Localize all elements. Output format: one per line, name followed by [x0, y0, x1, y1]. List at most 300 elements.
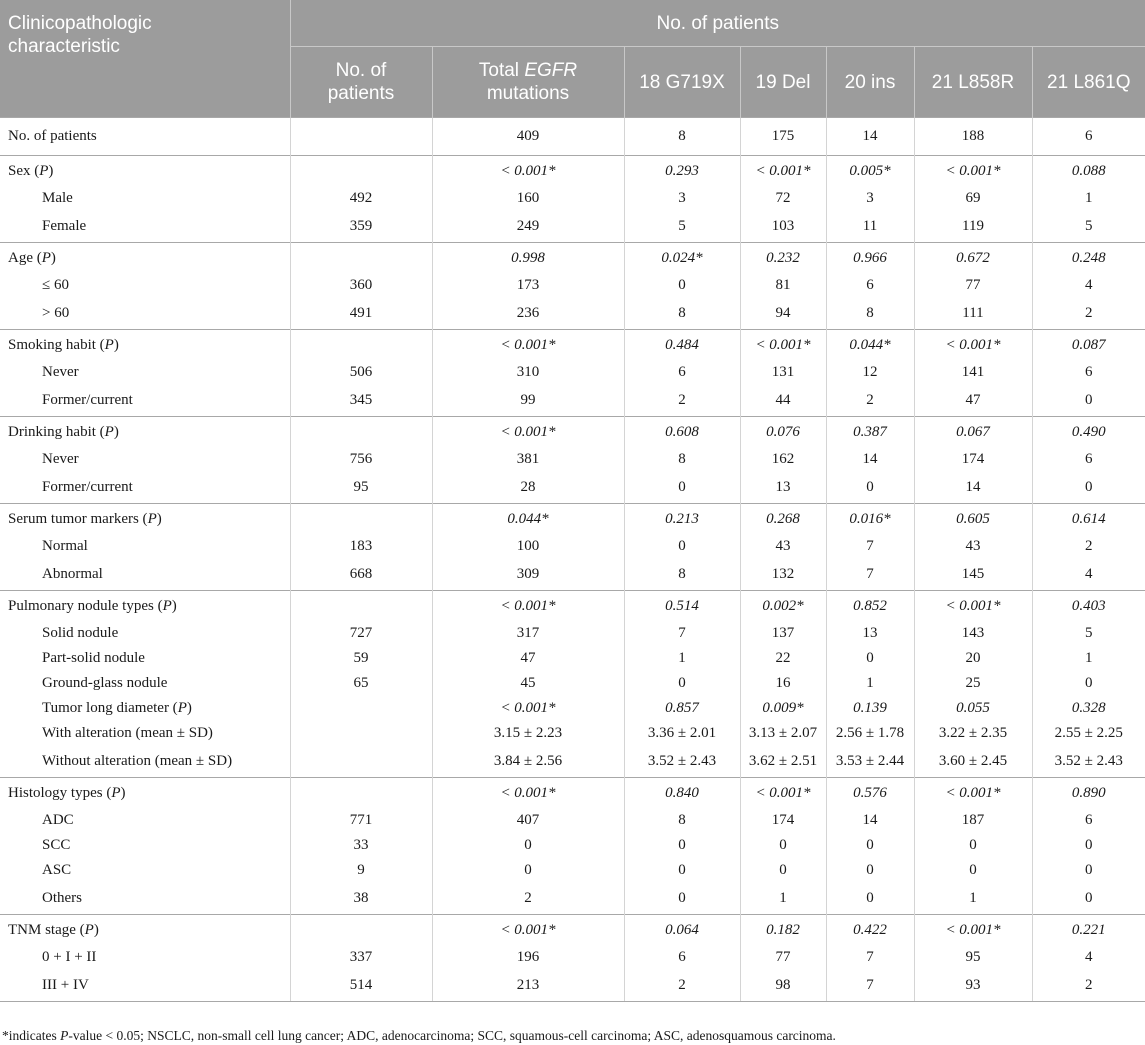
table-row	[0, 385, 1145, 417]
row-label	[0, 447, 290, 472]
cell-g719x: 0.293	[624, 156, 740, 187]
cell-l861q: 0	[1032, 883, 1145, 915]
cell-g719x: 0	[624, 833, 740, 858]
row-label	[0, 243, 290, 274]
cell-total: 3.15 ± 2.23	[432, 721, 624, 746]
cell-g719x: 8	[624, 118, 740, 156]
cell-total: 309	[432, 559, 624, 591]
cell-ins20: 7	[826, 534, 914, 559]
cell-total: 160	[432, 186, 624, 211]
cell-n: 514	[290, 970, 432, 1002]
cell-l861q: 0	[1032, 671, 1145, 696]
row-label	[0, 696, 290, 721]
table-row	[0, 243, 1145, 274]
cell-total: < 0.001*	[432, 591, 624, 622]
text-part: ASC	[42, 862, 72, 878]
row-label	[0, 970, 290, 1002]
cell-del19: 0	[740, 858, 826, 883]
cell-l858r: 93	[914, 970, 1032, 1002]
text-part: )	[186, 700, 192, 716]
cell-total: 249	[432, 211, 624, 243]
cell-g719x: 1	[624, 646, 740, 671]
cell-del19: < 0.001*	[740, 156, 826, 187]
cell-del19: < 0.001*	[740, 330, 826, 361]
cell-n: 59	[290, 646, 432, 671]
row-label-header	[0, 0, 290, 118]
table-row	[0, 778, 1145, 809]
column-header-del19	[740, 47, 826, 118]
cell-ins20: 0.016*	[826, 504, 914, 535]
cell-l858r: 47	[914, 385, 1032, 417]
cell-l858r: 119	[914, 211, 1032, 243]
row-label	[0, 211, 290, 243]
table-row	[0, 504, 1145, 535]
column-header-l858r	[914, 47, 1032, 118]
cell-l858r: 77	[914, 273, 1032, 298]
cell-total: 2	[432, 883, 624, 915]
cell-del19: 13	[740, 472, 826, 504]
cell-del19: 0.182	[740, 915, 826, 946]
cell-n	[290, 746, 432, 778]
cell-l858r: 145	[914, 559, 1032, 591]
cell-del19: 103	[740, 211, 826, 243]
text-part: Without alteration (mean ± SD)	[42, 753, 233, 769]
cell-n	[290, 915, 432, 946]
cell-n	[290, 118, 432, 156]
cell-ins20: 3.53 ± 2.44	[826, 746, 914, 778]
cell-l861q: 6	[1032, 118, 1145, 156]
row-label	[0, 808, 290, 833]
row-label	[0, 504, 290, 535]
table-row	[0, 746, 1145, 778]
text-part: )	[93, 921, 99, 938]
cell-l861q: 5	[1032, 211, 1145, 243]
cell-del19: 81	[740, 273, 826, 298]
cell-del19: 77	[740, 945, 826, 970]
cell-l861q: 0	[1032, 858, 1145, 883]
cell-l858r: 0.672	[914, 243, 1032, 274]
cell-n: 95	[290, 472, 432, 504]
text-part: Serum tumor markers (	[8, 510, 148, 527]
table-row	[0, 721, 1145, 746]
row-label-header-line2: characteristic	[8, 36, 120, 57]
row-label	[0, 778, 290, 809]
table-row	[0, 118, 1145, 156]
cell-l861q: 0.403	[1032, 591, 1145, 622]
cell-ins20: 11	[826, 211, 914, 243]
text-part: Total	[478, 60, 525, 81]
cell-g719x: 2	[624, 970, 740, 1002]
column-header-g719x	[624, 47, 740, 118]
cell-l858r: 69	[914, 186, 1032, 211]
text-part: P	[147, 510, 157, 527]
cell-total: < 0.001*	[432, 417, 624, 448]
table-row	[0, 621, 1145, 646]
text-part: Female	[42, 218, 87, 234]
cell-del19: 174	[740, 808, 826, 833]
cell-n: 756	[290, 447, 432, 472]
column-header-l861q	[1032, 47, 1145, 118]
cell-total: 0.998	[432, 243, 624, 274]
cell-total: 317	[432, 621, 624, 646]
text-part: Drinking habit (	[8, 423, 105, 440]
row-label	[0, 591, 290, 622]
table-row	[0, 833, 1145, 858]
cell-total: 47	[432, 646, 624, 671]
row-label	[0, 417, 290, 448]
cell-l858r: 0	[914, 858, 1032, 883]
table-row	[0, 696, 1145, 721]
column-header-ins20	[826, 47, 914, 118]
cell-del19: 162	[740, 447, 826, 472]
cell-l858r: < 0.001*	[914, 591, 1032, 622]
text-part: )	[113, 423, 119, 440]
cell-n: 727	[290, 621, 432, 646]
cell-g719x: 3.52 ± 2.43	[624, 746, 740, 778]
cell-g719x: 0	[624, 858, 740, 883]
cell-l861q: 0	[1032, 385, 1145, 417]
table-row	[0, 559, 1145, 591]
text-part: P	[177, 700, 187, 716]
row-label	[0, 534, 290, 559]
row-label	[0, 118, 290, 156]
text-part: -value < 0.05; NSCLC, non-small cell lung cancer; ADC, adenocarcinoma; SCC, squamous-cell carcinoma; ASC, adenosquamous carcinoma.	[68, 1028, 836, 1043]
text-part: With alteration (mean ± SD)	[42, 725, 213, 741]
table-row	[0, 970, 1145, 1002]
row-label	[0, 646, 290, 671]
cell-l861q: 3.52 ± 2.43	[1032, 746, 1145, 778]
cell-l861q: 4	[1032, 273, 1145, 298]
text-part: )	[48, 162, 54, 179]
cell-l861q: 5	[1032, 621, 1145, 646]
cell-g719x: 3.36 ± 2.01	[624, 721, 740, 746]
cell-ins20: 14	[826, 447, 914, 472]
cell-n	[290, 696, 432, 721]
cell-l858r: < 0.001*	[914, 330, 1032, 361]
cell-ins20: 7	[826, 945, 914, 970]
cell-ins20: 0.005*	[826, 156, 914, 187]
table-row	[0, 883, 1145, 915]
cell-l858r: < 0.001*	[914, 915, 1032, 946]
cell-l858r: 187	[914, 808, 1032, 833]
row-label	[0, 621, 290, 646]
cell-l861q: 0.248	[1032, 243, 1145, 274]
cell-ins20: 7	[826, 970, 914, 1002]
cell-ins20: 3	[826, 186, 914, 211]
text-part: mutations	[486, 83, 570, 104]
column-header-total	[432, 47, 624, 118]
cell-total: 0	[432, 833, 624, 858]
cell-n: 492	[290, 186, 432, 211]
cell-del19: 94	[740, 298, 826, 330]
row-label	[0, 385, 290, 417]
table-row	[0, 273, 1145, 298]
cell-g719x: 5	[624, 211, 740, 243]
column-header-n	[290, 47, 432, 118]
cell-del19: 132	[740, 559, 826, 591]
text-part: P	[84, 921, 94, 938]
text-part: Solid nodule	[42, 625, 119, 641]
cell-total: 99	[432, 385, 624, 417]
row-label	[0, 671, 290, 696]
cell-g719x: 0.024*	[624, 243, 740, 274]
text-part: Former/current	[42, 479, 133, 495]
cell-ins20: 7	[826, 559, 914, 591]
cell-n	[290, 778, 432, 809]
cell-ins20: 14	[826, 808, 914, 833]
cell-del19: 131	[740, 360, 826, 385]
cell-total: 409	[432, 118, 624, 156]
cell-g719x: 8	[624, 808, 740, 833]
patients-group-header: No. of patients	[290, 0, 1145, 47]
text-part: EGFR	[524, 60, 578, 81]
table-row	[0, 671, 1145, 696]
cell-l858r: 188	[914, 118, 1032, 156]
cell-g719x: 6	[624, 360, 740, 385]
cell-del19: 0.268	[740, 504, 826, 535]
cell-total: 100	[432, 534, 624, 559]
cell-del19: 72	[740, 186, 826, 211]
text-part: P	[39, 162, 49, 179]
table-row	[0, 472, 1145, 504]
text-part: Male	[42, 190, 73, 206]
cell-del19: 3.62 ± 2.51	[740, 746, 826, 778]
cell-n: 491	[290, 298, 432, 330]
row-label	[0, 273, 290, 298]
text-part: Pulmonary nodule types (	[8, 597, 163, 614]
text-part: Smoking habit (	[8, 336, 105, 353]
cell-l861q: 2	[1032, 970, 1145, 1002]
table-row	[0, 330, 1145, 361]
text-part: patients	[327, 83, 395, 104]
cell-l858r: 3.22 ± 2.35	[914, 721, 1032, 746]
cell-total: 28	[432, 472, 624, 504]
cell-l861q: 4	[1032, 559, 1145, 591]
row-label	[0, 360, 290, 385]
cell-total: 173	[432, 273, 624, 298]
cell-total: 213	[432, 970, 624, 1002]
table-row	[0, 591, 1145, 622]
text-part: )	[156, 510, 162, 527]
text-part: Tumor long diameter (	[42, 700, 178, 716]
cell-ins20: 0.576	[826, 778, 914, 809]
cell-n	[290, 330, 432, 361]
cell-l858r: 174	[914, 447, 1032, 472]
text-part: No. of	[335, 60, 387, 81]
cell-ins20: 1	[826, 671, 914, 696]
cell-n	[290, 243, 432, 274]
cell-n: 9	[290, 858, 432, 883]
cell-n: 65	[290, 671, 432, 696]
cell-g719x: 2	[624, 385, 740, 417]
cell-n: 506	[290, 360, 432, 385]
text-part: 21 L861Q	[1047, 71, 1131, 93]
text-part: Part-solid nodule	[42, 650, 145, 666]
cell-l861q: 0	[1032, 472, 1145, 504]
cell-total: 0	[432, 858, 624, 883]
cell-total: 3.84 ± 2.56	[432, 746, 624, 778]
text-part: )	[171, 597, 177, 614]
cell-l861q: 0.328	[1032, 696, 1145, 721]
cell-l861q: 6	[1032, 360, 1145, 385]
cell-del19: 16	[740, 671, 826, 696]
cell-l858r: < 0.001*	[914, 778, 1032, 809]
table-row	[0, 534, 1145, 559]
text-part: 0 + I + II	[42, 949, 97, 965]
table-row	[0, 298, 1145, 330]
text-part: P	[41, 249, 51, 266]
cell-g719x: 0	[624, 273, 740, 298]
cell-total: < 0.001*	[432, 778, 624, 809]
row-label	[0, 156, 290, 187]
text-part: P	[104, 423, 114, 440]
text-part: 19 Del	[755, 71, 811, 93]
text-part: Histology types (	[8, 784, 112, 801]
cell-l861q: 2	[1032, 298, 1145, 330]
row-label	[0, 945, 290, 970]
cell-del19: 0.076	[740, 417, 826, 448]
cell-g719x: 0.514	[624, 591, 740, 622]
cell-l858r: < 0.001*	[914, 156, 1032, 187]
cell-del19: 0.232	[740, 243, 826, 274]
cell-l858r: 143	[914, 621, 1032, 646]
cell-del19: < 0.001*	[740, 778, 826, 809]
text-part: 21 L858R	[931, 71, 1015, 93]
row-label	[0, 298, 290, 330]
text-part: *indicates	[2, 1028, 61, 1043]
cell-l858r: 0	[914, 833, 1032, 858]
text-part: 20 ins	[844, 71, 896, 93]
cell-n: 360	[290, 273, 432, 298]
cell-n: 337	[290, 945, 432, 970]
table-row	[0, 915, 1145, 946]
cell-l861q: 2	[1032, 534, 1145, 559]
table-row	[0, 447, 1145, 472]
text-part: Age (	[8, 249, 42, 266]
cell-l858r: 141	[914, 360, 1032, 385]
cell-total: 407	[432, 808, 624, 833]
text-part: SCC	[42, 837, 71, 853]
cell-ins20: 0	[826, 858, 914, 883]
cell-del19: 22	[740, 646, 826, 671]
row-label	[0, 330, 290, 361]
cell-l861q: 6	[1032, 447, 1145, 472]
cell-del19: 3.13 ± 2.07	[740, 721, 826, 746]
cell-total: 310	[432, 360, 624, 385]
cell-l861q: 0.614	[1032, 504, 1145, 535]
row-label	[0, 559, 290, 591]
cell-l858r: 20	[914, 646, 1032, 671]
cell-g719x: 0.857	[624, 696, 740, 721]
cell-l858r: 14	[914, 472, 1032, 504]
text-part: 18 G719X	[639, 71, 725, 93]
cell-n: 359	[290, 211, 432, 243]
cell-l861q: 4	[1032, 945, 1145, 970]
text-part: )	[50, 249, 56, 266]
table-row	[0, 858, 1145, 883]
cell-n: 38	[290, 883, 432, 915]
cell-g719x: 0.484	[624, 330, 740, 361]
cell-n	[290, 504, 432, 535]
cell-ins20: 0.139	[826, 696, 914, 721]
cell-ins20: 2.56 ± 1.78	[826, 721, 914, 746]
text-part: > 60	[42, 305, 70, 321]
cell-ins20: 0	[826, 646, 914, 671]
cell-del19: 175	[740, 118, 826, 156]
cell-del19: 0	[740, 833, 826, 858]
cell-total: 0.044*	[432, 504, 624, 535]
row-label	[0, 186, 290, 211]
cell-g719x: 0	[624, 671, 740, 696]
cell-l861q: 1	[1032, 646, 1145, 671]
cell-l858r: 0.067	[914, 417, 1032, 448]
text-part: ADC	[42, 812, 74, 828]
cell-g719x: 0.608	[624, 417, 740, 448]
cell-l861q: 0.490	[1032, 417, 1145, 448]
text-part: III + IV	[42, 977, 89, 993]
cell-ins20: 0	[826, 472, 914, 504]
cell-g719x: 6	[624, 945, 740, 970]
row-label	[0, 883, 290, 915]
cell-ins20: 0.387	[826, 417, 914, 448]
text-part: P	[162, 597, 172, 614]
cell-total: < 0.001*	[432, 696, 624, 721]
cell-n	[290, 721, 432, 746]
cell-l861q: 0.890	[1032, 778, 1145, 809]
table-body	[0, 118, 1145, 1002]
cell-del19: 0.002*	[740, 591, 826, 622]
table-row	[0, 945, 1145, 970]
cell-g719x: 0	[624, 472, 740, 504]
cell-ins20: 8	[826, 298, 914, 330]
cell-n	[290, 156, 432, 187]
text-part: Never	[42, 364, 79, 380]
row-label	[0, 472, 290, 504]
row-label	[0, 746, 290, 778]
text-part: Abnormal	[42, 566, 103, 582]
cell-del19: 1	[740, 883, 826, 915]
text-part: P	[111, 784, 121, 801]
cell-g719x: 3	[624, 186, 740, 211]
cell-del19: 43	[740, 534, 826, 559]
cell-l858r: 0.055	[914, 696, 1032, 721]
cell-l861q: 2.55 ± 2.25	[1032, 721, 1145, 746]
cell-l858r: 95	[914, 945, 1032, 970]
cell-ins20: 0.852	[826, 591, 914, 622]
text-part: P	[60, 1028, 69, 1043]
cell-g719x: 8	[624, 447, 740, 472]
cell-total: 196	[432, 945, 624, 970]
cell-l861q: 0.221	[1032, 915, 1145, 946]
cell-ins20: 0.044*	[826, 330, 914, 361]
cell-n	[290, 591, 432, 622]
cell-l861q: 1	[1032, 186, 1145, 211]
cell-n: 668	[290, 559, 432, 591]
cell-g719x: 0.213	[624, 504, 740, 535]
text-part: Normal	[42, 538, 88, 554]
cell-ins20: 6	[826, 273, 914, 298]
cell-l861q: 0	[1032, 833, 1145, 858]
cell-g719x: 8	[624, 559, 740, 591]
text-part: )	[113, 336, 119, 353]
cell-l858r: 0.605	[914, 504, 1032, 535]
cell-l861q: 0.087	[1032, 330, 1145, 361]
row-label	[0, 858, 290, 883]
text-part: Ground-glass nodule	[42, 675, 168, 691]
cell-del19: 98	[740, 970, 826, 1002]
row-label-header-line1: Clinicopathologic	[8, 13, 152, 34]
text-part: Others	[42, 890, 82, 906]
